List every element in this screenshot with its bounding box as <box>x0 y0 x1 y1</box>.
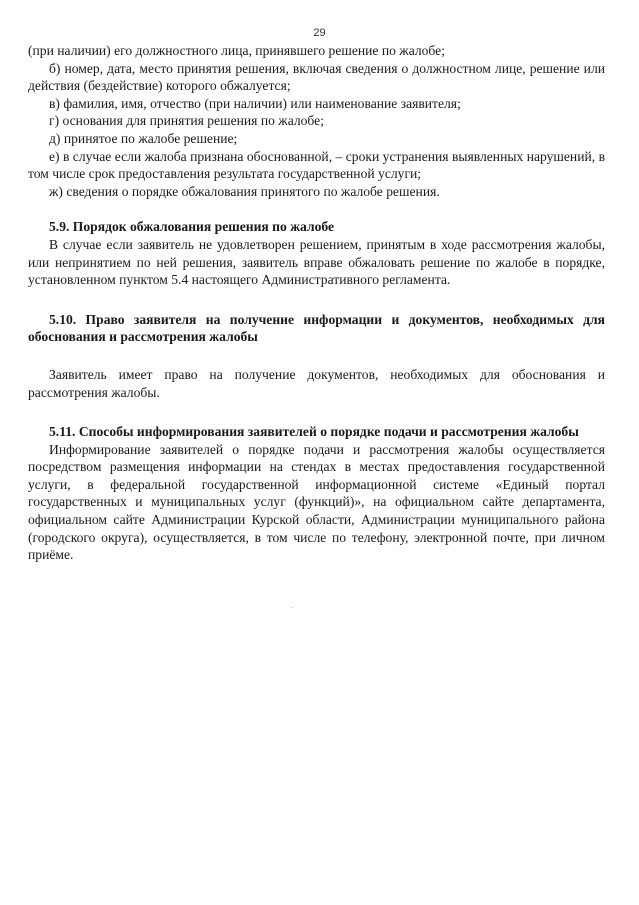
list-item-g: г) основания для принятия решения по жалобе; <box>49 113 324 129</box>
section-text-5-10: Заявитель имеет право на получение документов, необходимых для обоснования и рассмотрения жалобы. <box>28 366 605 400</box>
list-item-continuation: (при наличии) его должностного лица, принявшего решение по жалобе; <box>28 43 445 58</box>
section-heading-5-11: 5.11. Способы информирования заявителей о порядке подачи и рассмотрения жалобы <box>49 424 579 440</box>
section-text-5-11: Информирование заявителей о порядке подачи и рассмотрения жалобы осуществляется посредством размещения информации на стендах в местах предоставления государственной услуги, в федеральной государственной информационной системе «Единый портал государственных и муниципальных услуг (функций)», на официальном сайте департамента, официальном сайте Администрации Курской области, Администрации муниципального района (городского округа), осуществляется, в том числе по телефону, электронной почте, при личном приёме. <box>28 441 605 563</box>
section-text-5-9: В случае если заявитель не удовлетворен решением, принятым в ходе рассмотрения жалобы, или непринятием по ней решения, заявитель вправе обжаловать решение по жалобе в порядке, установленном пунктом 5.4 настоящего Административного регламента. <box>28 236 605 288</box>
list-item-zh: ж) сведения о порядке обжалования принятого по жалобе решения. <box>49 183 440 199</box>
page-number: 29 <box>313 27 326 39</box>
list-item-v: в) фамилия, имя, отчество (при наличии) или наименование заявителя; <box>49 95 461 111</box>
list-item-b: б) номер, дата, место принятия решения, включая сведения о должностном лице, решение или действия (бездействие) которого обжалуется; <box>28 60 605 94</box>
scan-speck <box>292 607 293 608</box>
list-item-e: е) в случае если жалоба признана обоснованной, – сроки устранения выявленных нарушений, в том числе срок предоставления результата государственной услуги; <box>28 148 605 182</box>
list-item-d: д) принятое по жалобе решение; <box>49 130 238 146</box>
section-heading-5-9: 5.9. Порядок обжалования решения по жалобе <box>49 219 335 235</box>
document-body <box>28 42 605 564</box>
section-heading-5-10: 5.10. Право заявителя на получение информации и документов, необходимых для обоснования и рассмотрения жалобы <box>28 311 605 345</box>
